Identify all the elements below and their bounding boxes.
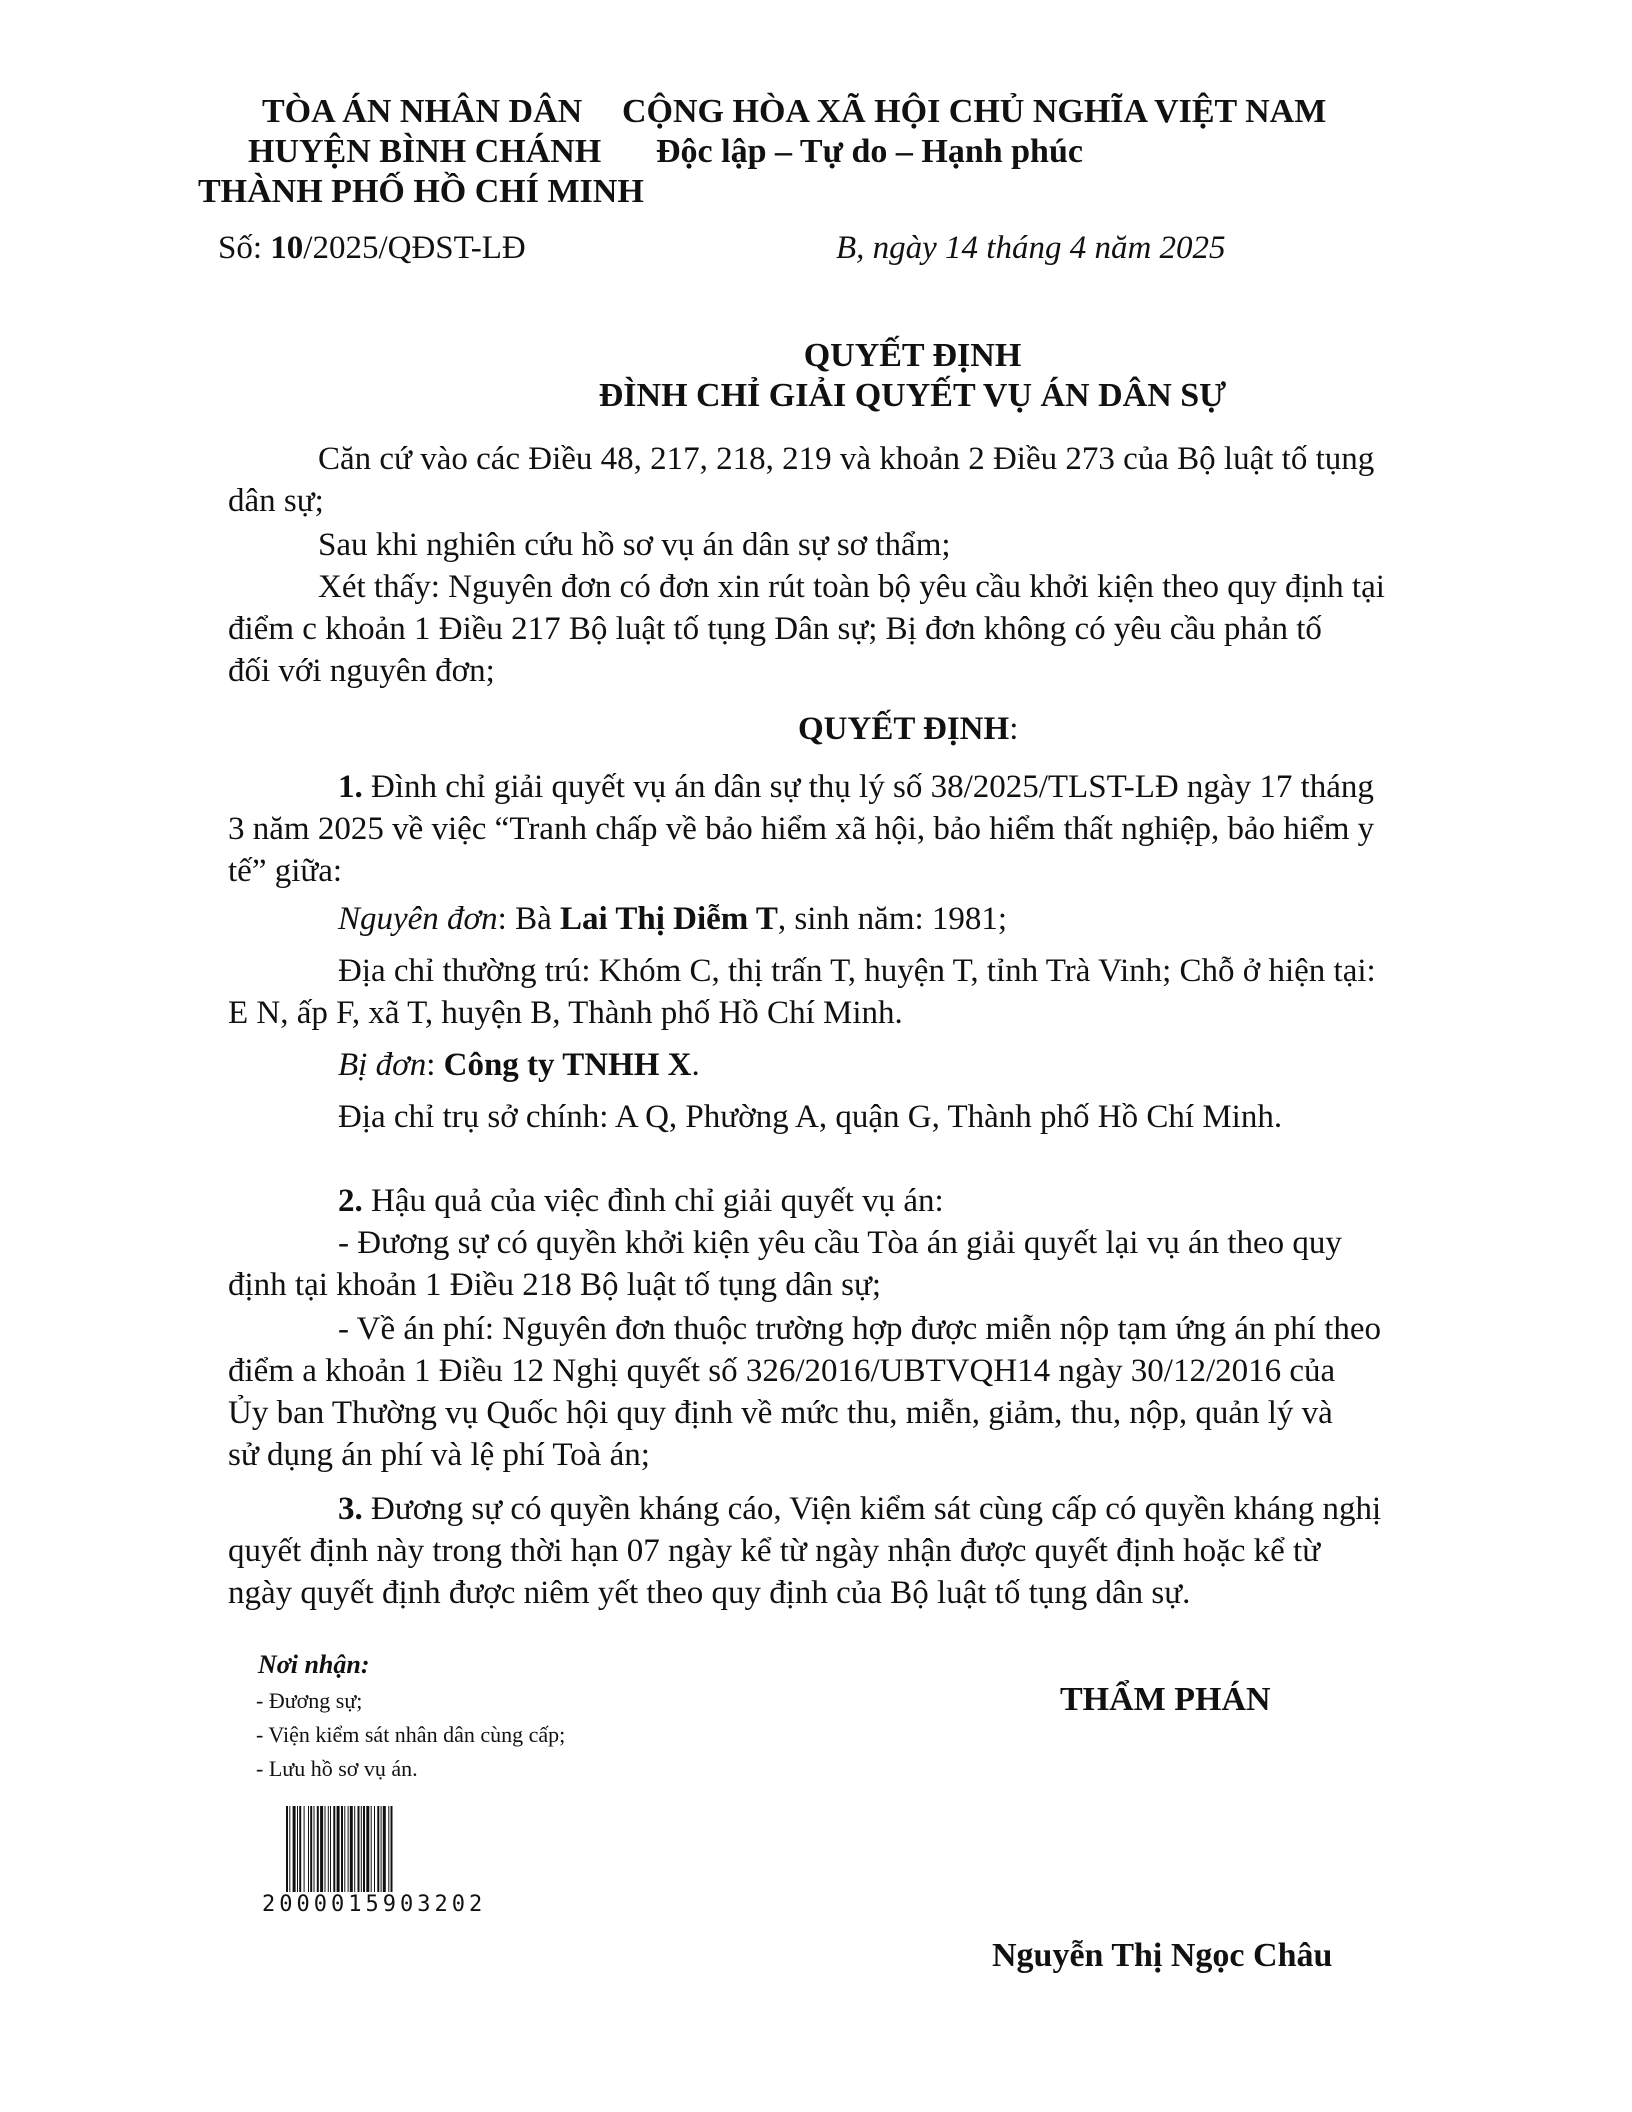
preamble-p2: Sau khi nghiên cứu hồ sơ vụ án dân sự sơ thẩm; (318, 527, 951, 563)
item2-bullet1-line2: định tại khoản 1 Điều 218 Bộ luật tố tụng dân sự; (228, 1267, 882, 1303)
defendant-address: Địa chỉ trụ sở chính: A Q, Phường A, quận G, Thành phố Hồ Chí Minh. (338, 1099, 1283, 1135)
barcode-bar (371, 1806, 372, 1892)
preamble-p3-line1: Xét thấy: Nguyên đơn có đơn xin rút toàn bộ yêu cầu khởi kiện theo quy định tại (318, 569, 1385, 605)
item3-line3: ngày quyết định được niêm yết theo quy định của Bộ luật tố tụng dân sự. (228, 1575, 1191, 1611)
barcode-bar (374, 1806, 375, 1892)
document-title: QUYẾT ĐỊNH (803, 337, 1022, 374)
item1-line2: 3 năm 2025 về việc “Tranh chấp về bảo hiểm xã hội, bảo hiểm thất nghiệp, bảo hiểm y (228, 811, 1375, 847)
plaintiff: Nguyên đơn: Bà Lai Thị Diễm T, sinh năm: 1981; (338, 901, 1008, 937)
signer-title: THẨM PHÁN (1060, 1681, 1271, 1718)
barcode-bar (344, 1806, 345, 1892)
recipient-item: - Lưu hồ sơ vụ án. (256, 1756, 418, 1781)
item2-bullet2-line4: sử dụng án phí và lệ phí Toà án; (228, 1437, 650, 1473)
court-name-line2: HUYỆN BÌNH CHÁNH (248, 133, 602, 170)
preamble-p1-line2: dân sự; (228, 483, 324, 519)
plaintiff-address-line1: Địa chỉ thường trú: Khóm C, thị trấn T, huyện T, tỉnh Trà Vinh; Chỗ ở hiện tại: (338, 953, 1376, 989)
barcode-bar (308, 1806, 309, 1892)
nation-motto-line1: CỘNG HÒA XÃ HỘI CHỦ NGHĨA VIỆT NAM (622, 93, 1327, 130)
recipients-heading: Nơi nhận: (258, 1650, 370, 1679)
court-name-line3: THÀNH PHỐ HỒ CHÍ MINH (198, 173, 644, 210)
document-number: Số: 10/2025/QĐST-LĐ (218, 230, 526, 266)
defendant: Bị đơn: Công ty TNHH X. (338, 1047, 700, 1083)
barcode-bar (350, 1806, 353, 1892)
barcode-bar (325, 1806, 326, 1892)
barcode-bar (388, 1806, 389, 1892)
item2-bullet2-line1: - Về án phí: Nguyên đơn thuộc trường hợp được miễn nộp tạm ứng án phí theo (338, 1311, 1382, 1347)
barcode-bar (320, 1806, 323, 1892)
barcode-bar (289, 1806, 290, 1892)
barcode (284, 1806, 492, 1892)
barcode-bar (391, 1806, 393, 1892)
barcode-bar (293, 1806, 296, 1892)
item1-line3: tế” giữa: (228, 853, 343, 889)
barcode-bar (304, 1806, 305, 1892)
item2-bullet2-line2: điểm a khoản 1 Điều 12 Nghị quyết số 326/2016/UBTVQH14 ngày 30/12/2016 của (228, 1353, 1336, 1389)
document-subtitle: ĐÌNH CHỈ GIẢI QUYẾT VỤ ÁN DÂN SỰ (598, 377, 1227, 414)
barcode-bar (383, 1806, 386, 1892)
barcode-bar (333, 1806, 335, 1892)
preamble-p1-line1: Căn cứ vào các Điều 48, 217, 218, 219 và khoản 2 Điều 273 của Bộ luật tố tụng (318, 441, 1375, 477)
decision-heading: QUYẾT ĐỊNH: (798, 711, 1019, 747)
barcode-bar (330, 1806, 331, 1892)
barcode-bars (284, 1806, 492, 1892)
preamble-p3-line2: điểm c khoản 1 Điều 217 Bộ luật tố tụng Dân sự; Bị đơn không có yêu cầu phản tố (228, 611, 1322, 647)
barcode-bar (297, 1806, 298, 1892)
document-date: B, ngày 14 tháng 4 năm 2025 (836, 230, 1226, 266)
item1-line1: 1. Đình chỉ giải quyết vụ án dân sự thụ lý số 38/2025/TLST-LĐ ngày 17 tháng (338, 769, 1374, 805)
barcode-bar (310, 1806, 312, 1892)
barcode-bar (354, 1806, 355, 1892)
barcode-bar (328, 1806, 329, 1892)
barcode-bar (341, 1806, 343, 1892)
nation-motto-line2: Độc lập – Tự do – Hạnh phúc (656, 133, 1083, 170)
barcode-bar (299, 1806, 301, 1892)
item2-bullet2-line3: Ủy ban Thường vụ Quốc hội quy định về mức thu, miễn, giảm, thu, nộp, quản lý và (228, 1395, 1333, 1431)
recipient-item: - Đương sự; (256, 1688, 363, 1713)
barcode-bar (337, 1806, 340, 1892)
recipient-item: - Viện kiểm sát nhân dân cùng cấp; (256, 1722, 566, 1747)
barcode-bar (286, 1806, 288, 1892)
barcode-bar (361, 1806, 362, 1892)
barcode-bar (348, 1806, 349, 1892)
barcode-bar (317, 1806, 319, 1892)
item2-bullet1-line1: - Đương sự có quyền khởi kiện yêu cầu Tòa án giải quyết lại vụ án theo quy (338, 1225, 1342, 1261)
barcode-bar (363, 1806, 365, 1892)
item2-line1: 2. Hậu quả của việc đình chỉ giải quyết vụ án: (338, 1183, 944, 1219)
preamble-p3-line3: đối với nguyên đơn; (228, 653, 495, 689)
plaintiff-address-line2: E N, ấp F, xã T, huyện B, Thành phố Hồ Chí Minh. (228, 995, 903, 1031)
signer-name: Nguyễn Thị Ngọc Châu (992, 1937, 1333, 1974)
barcode-bar (366, 1806, 369, 1892)
barcode-number: 2000015903202 (262, 1892, 487, 1917)
item3-line1: 3. Đương sự có quyền kháng cáo, Viện kiểm sát cùng cấp có quyền kháng nghị (338, 1491, 1382, 1527)
court-name-line1: TÒA ÁN NHÂN DÂN (262, 93, 583, 130)
item3-line2: quyết định này trong thời hạn 07 ngày kể từ ngày nhận được quyết định hoặc kể từ (228, 1533, 1321, 1569)
barcode-bar (314, 1806, 315, 1892)
barcode-bar (358, 1806, 360, 1892)
barcode-bar (377, 1806, 379, 1892)
barcode-bar (381, 1806, 382, 1892)
